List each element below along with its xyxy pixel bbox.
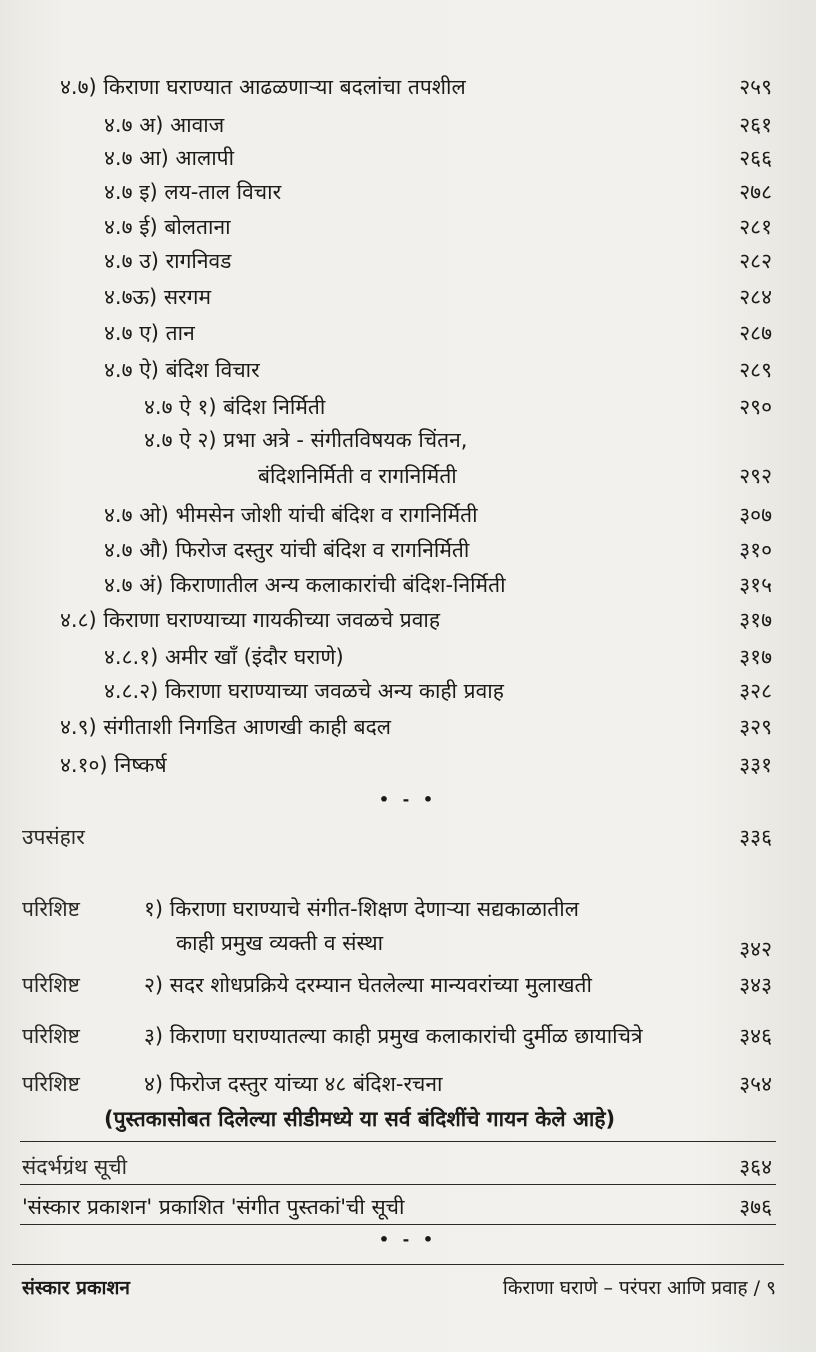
appendix-label: परिशिष्ट: [22, 973, 80, 997]
toc-page: ३१०: [739, 538, 772, 562]
appendix-title: ३) किराणा घराण्यातल्या काही प्रमुख कलाकारांची दुर्मीळ छायाचित्रे: [144, 1024, 643, 1048]
toc-entry: [0, 282, 816, 316]
toc-page: ३२९: [739, 715, 772, 739]
appendix-page: ३५४: [739, 1072, 772, 1096]
toc-entry: [0, 712, 816, 746]
toc-title: ४.७) किराणा घराण्यात आढळणाऱ्या बदलांचा तपशील: [60, 75, 466, 99]
appendix-entry: [0, 1021, 816, 1055]
toc-title: ४.७ आ) आलापी: [104, 146, 235, 170]
toc-title: ४.७ औ) फिरोज दस्तुर यांची बंदिश व रागनिर्मिती: [104, 538, 470, 562]
toc-entry: [0, 318, 816, 352]
appendix-label: परिशिष्ट: [22, 1072, 80, 1096]
bibliography-entry: [0, 1152, 816, 1186]
toc-title: ४.७ऊ) सरगम: [104, 285, 212, 309]
appendix-title-cont: काही प्रमुख व्यक्ती व संस्था: [176, 931, 384, 955]
appendix-title: २) सदर शोधप्रक्रिये दरम्यान घेतलेल्या मान्यवरांच्या मुलाखती: [144, 973, 592, 997]
toc-entry: [0, 461, 816, 495]
toc-title: बंदिशनिर्मिती व रागनिर्मिती: [258, 464, 457, 488]
toc-title: ४.१०) निष्कर्ष: [60, 753, 167, 777]
footer-book-title: किराणा घराणे – परंपरा आणि प्रवाह / ९: [502, 1277, 776, 1299]
toc-title: ४.७ ऐ २) प्रभा अत्रे - संगीतविषयक चिंतन,: [144, 428, 468, 452]
section-separator: • - •: [378, 790, 438, 809]
toc-page: २८४: [739, 285, 772, 309]
toc-page: २८७: [739, 321, 772, 345]
toc-entry: [0, 535, 816, 569]
cd-note: [0, 1104, 816, 1138]
toc-page: २९०: [739, 395, 772, 419]
bibliography-page: ३६४: [739, 1155, 772, 1179]
toc-entry: [0, 392, 816, 426]
toc-title: ४.८) किराणा घराण्याच्या गायकीच्या जवळचे प्रवाह: [60, 608, 440, 632]
toc-page: ३१७: [739, 608, 772, 632]
toc-title: ४.७ उ) रागनिवड: [104, 249, 232, 273]
section-separator: • - •: [378, 1230, 438, 1249]
toc-entry: [0, 72, 816, 106]
toc-page: २८९: [739, 358, 772, 382]
toc-entry: [0, 212, 816, 246]
toc-page: ३१७: [739, 645, 772, 669]
catalog-entry: [0, 1192, 816, 1226]
upsanhar-page: ३३६: [739, 825, 772, 849]
toc-entry: [0, 676, 816, 710]
appendix-entry: [0, 1069, 816, 1103]
divider: [20, 1141, 776, 1142]
toc-entry: [0, 605, 816, 639]
footer-rule: [12, 1264, 784, 1265]
toc-page: २६६: [739, 146, 772, 170]
toc-entry: [0, 143, 816, 177]
toc-entry: [0, 425, 816, 459]
appendix-entry: [0, 894, 816, 928]
appendix-title: १) किराणा घराण्याचे संगीत-शिक्षण देणाऱ्या सद्यकाळातील: [144, 897, 579, 921]
toc-page: ३२८: [739, 679, 772, 703]
bibliography-label: संदर्भग्रंथ सूची: [22, 1155, 128, 1179]
catalog-page: ३७६: [739, 1195, 772, 1219]
appendix-entry: [0, 970, 816, 1004]
appendix-page: ३४६: [739, 1024, 772, 1048]
appendix-title: ४) फिरोज दस्तुर यांच्या ४८ बंदिश-रचना: [144, 1072, 443, 1096]
divider: [20, 1184, 776, 1185]
toc-page: २८१: [739, 215, 772, 239]
toc-entry: [0, 500, 816, 534]
catalog-label: 'संस्कार प्रकाशन' प्रकाशित 'संगीत पुस्तकां'ची सूची: [22, 1195, 405, 1219]
toc-page: २५९: [739, 75, 772, 99]
toc-entry: [0, 750, 816, 784]
toc-title: ४.७ ए) तान: [104, 321, 195, 345]
toc-title: ४.७ ऐ १) बंदिश निर्मिती: [144, 395, 326, 419]
toc-title: ४.७ इ) लय-ताल विचार: [104, 180, 282, 204]
toc-entry: [0, 570, 816, 604]
toc-entry: [0, 246, 816, 280]
appendix-page: ३४२: [739, 937, 772, 961]
toc-title: ४.७ ऐ) बंदिश विचार: [104, 358, 260, 382]
toc-page: ३१५: [739, 573, 772, 597]
toc-entry: [0, 355, 816, 389]
page-footer: [0, 1268, 816, 1308]
toc-entry: [0, 642, 816, 676]
appendix-page: ३४३: [739, 973, 772, 997]
toc-title: ४.७ ओ) भीमसेन जोशी यांची बंदिश व रागनिर्मिती: [104, 503, 478, 527]
footer-publisher: संस्कार प्रकाशन: [22, 1277, 130, 1299]
appendix-label: परिशिष्ट: [22, 897, 80, 921]
toc-title: ४.७ ई) बोलताना: [104, 215, 231, 239]
toc-page: २८२: [739, 249, 772, 273]
toc-title: ४.७ अं) किराणातील अन्य कलाकारांची बंदिश-निर्मिती: [104, 573, 506, 597]
cd-note-text: (पुस्तकासोबत दिलेल्या सीडीमध्ये या सर्व बंदिशींचे गायन केले आहे): [104, 1107, 616, 1131]
toc-title: ४.८.२) किराणा घराण्याच्या जवळचे अन्य काही प्रवाह: [104, 679, 504, 703]
toc-title: ४.८.१) अमीर खाँ (इंदौर घराणे): [104, 645, 344, 669]
toc-page: ३०७: [739, 503, 772, 527]
toc-page: २७८: [739, 180, 772, 204]
toc-page: २९२: [739, 464, 772, 488]
upsanhar-label: उपसंहार: [22, 825, 85, 849]
toc-page: २६१: [739, 113, 772, 137]
divider: [20, 1224, 776, 1225]
toc-entry: [0, 110, 816, 144]
toc-page: ३३१: [739, 753, 772, 777]
appendix-label: परिशिष्ट: [22, 1024, 80, 1048]
appendix-entry: [0, 928, 816, 962]
upsanhar-entry: [0, 822, 816, 856]
toc-entry: [0, 177, 816, 211]
toc-title: ४.९) संगीताशी निगडित आणखी काही बदल: [60, 715, 392, 739]
toc-title: ४.७ अ) आवाज: [104, 113, 225, 137]
